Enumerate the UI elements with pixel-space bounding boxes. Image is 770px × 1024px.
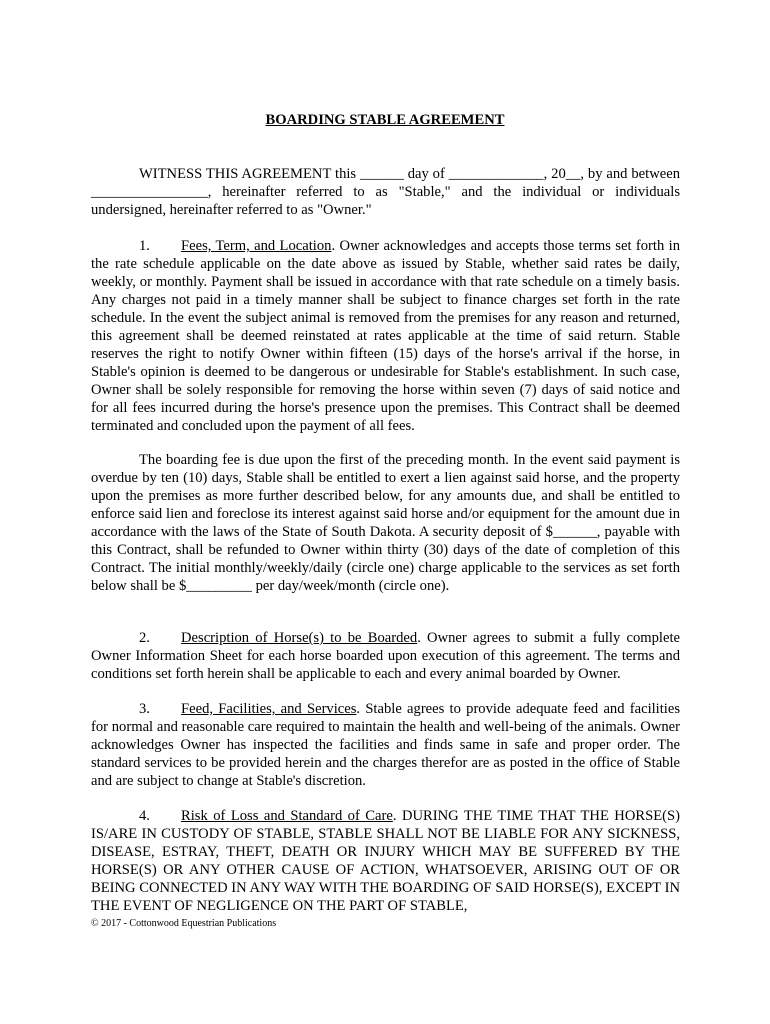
section-heading: Fees, Term, and Location	[181, 238, 332, 254]
document-title: BOARDING STABLE AGREEMENT	[265, 112, 505, 128]
section-3-paragraph	[91, 700, 680, 790]
copyright-footer: © 2017 - Cottonwood Equestrian Publications	[91, 918, 277, 929]
section-number: 1.	[139, 238, 150, 254]
section-heading: Feed, Facilities, and Services	[181, 701, 357, 717]
section-number: 4.	[139, 808, 150, 824]
section-heading: Description of Horse(s) to be Boarded	[181, 630, 418, 646]
section-4-paragraph	[91, 807, 680, 915]
section-2-paragraph	[91, 629, 680, 683]
section-1-paragraph	[91, 237, 680, 435]
section-number: 2.	[139, 630, 150, 646]
intro-paragraph: WITNESS THIS AGREEMENT this ______ day of _____________, 20__, by and between ________________, hereinafter referred to as "Stable," and the individual or individuals undersigned, hereinafter referred to as "Owner."	[91, 166, 680, 218]
section-body: . Owner acknowledges and accepts those terms set forth in the rate schedule applicable on the date above as issued by Stable, whether said rates be daily, weekly, or monthly. Payment shall be issued in accordance with that rate schedule on a timely basis. Any charges not paid in a timely manner shall be subject to finance charges set forth in the rate schedule. In the event the subject animal is removed from the premises for any reason and returned, this agreement shall be deemed reinstated at rates applicable at the time of said return. Stable reserves the right to notify Owner within fifteen (15) days of the horse's arrival if the horse, in Stable's opinion is deemed to be dangerous or undesirable for Stable's establishment. In such case, Owner shall be solely responsible for removing the horse within seven (7) days of said notice and for all fees incurred during the horse's presence upon the premises. This Contract shall be deemed terminated and concluded upon the payment of all fees.	[91, 238, 680, 434]
section-body: . DURING THE TIME THAT THE HORSE(S) IS/ARE IN CUSTODY OF STABLE, STABLE SHALL NOT BE LIABLE FOR ANY SICKNESS, DISEASE, ESTRAY, THEFT, DEATH OR INJURY WHICH MAY BE SUFFERED BY THE HORSE(S) OR ANY OTHER CAUSE OF ACTION, WHATSOEVER, ARISING OUT OF OR BEING CONNECTED IN ANY WAY WITH THE BOARDING OF SAID HORSE(S), EXCEPT IN THE EVENT OF NEGLIGENCE ON THE PART OF STABLE,	[91, 808, 680, 914]
boarding-fee-paragraph	[91, 451, 680, 595]
section-heading: Risk of Loss and Standard of Care	[181, 808, 393, 824]
section-body: The boarding fee is due upon the first of the preceding month. In the event said payment is overdue by ten (10) days, Stable shall be entitled to exert a lien against said horse, and the property upon the premises as more further described below, for any amounts due, and shall be entitled to enforce said lien and foreclose its interest against said horse and/or equipment for the amount due in accordance with the laws of the State of South Dakota. A security deposit of $______, payable with this Contract, shall be refunded to Owner within thirty (30) days of the date of completion of this Contract. The initial monthly/weekly/daily (circle one) charge applicable to the services as set forth below shall be $_________ per day/week/month (circle one).	[91, 452, 680, 594]
section-body: . Owner agrees to submit a fully complete Owner Information Sheet for each horse boarded upon execution of this agreement. The terms and conditions set forth herein shall be applicable to each and every animal boarded by Owner.	[91, 630, 680, 682]
section-body: . Stable agrees to provide adequate feed and facilities for normal and reasonable care required to maintain the health and well-being of the animals. Owner acknowledges Owner has inspected the facilities and finds same in safe and proper order. The standard services to be provided herein and the charges therefor are as posted in the office of Stable and are subject to change at Stable's discretion.	[91, 701, 681, 789]
section-number: 3.	[139, 701, 150, 717]
